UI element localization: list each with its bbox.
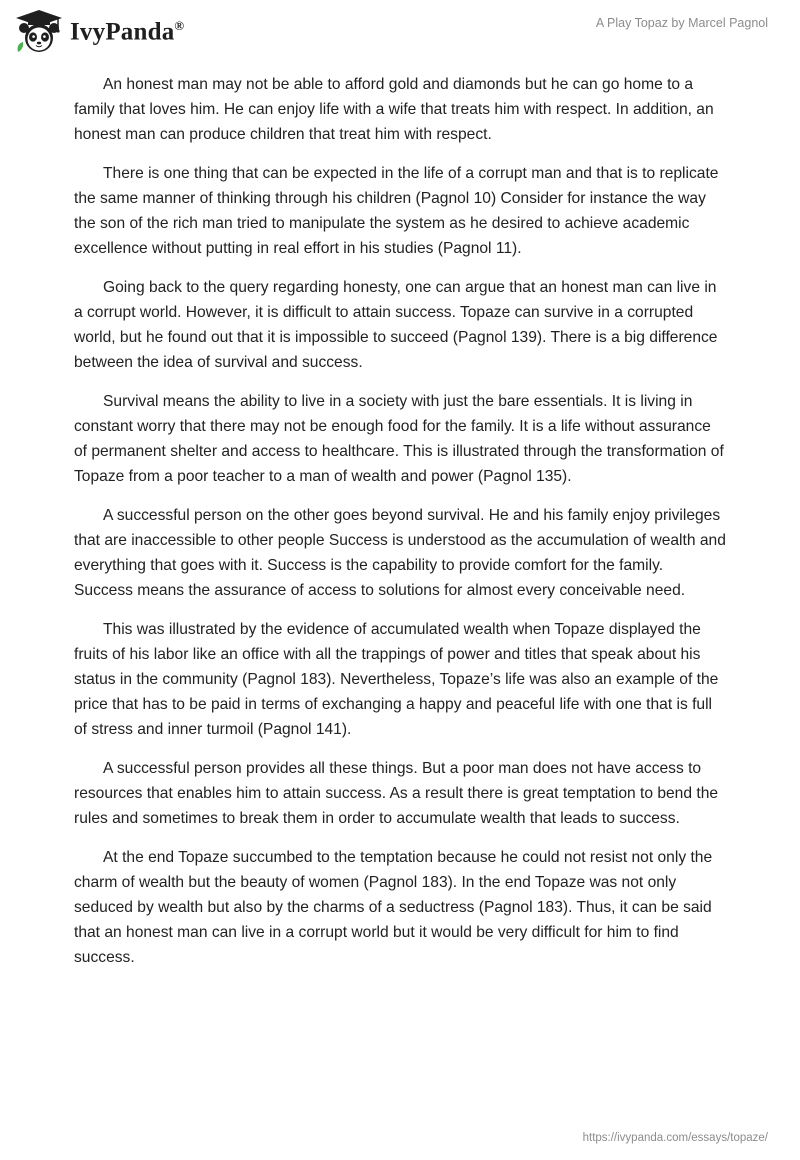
paragraph: At the end Topaze succumbed to the temptation because he could not resist not only the charm of wealth but the beauty of women (Pagnol 183). In the end Topaze was not only seduced by wealth but also by the charms of a seductress (Pagnol 183). Thus, it can be said that an honest man can live in a corrupt world but it would be very difficult for him to find success. (74, 849, 713, 966)
document-title: A Play Topaz by Marcel Pagnol (595, 16, 768, 30)
paragraph: A successful person provides all these things. But a poor man does not have access to resources that enables him to attain success. As a result there is great temptation to bend the rules and sometimes to break them in order to accumulate wealth that leads to success. (74, 760, 719, 827)
paragraph: A successful person on the other goes beyond survival. He and his family enjoy privileges that are inaccessible to other people Success is understood as the accumulation of wealth and everything that goes with it. Success is the capability to provide comfort for the family. Success means the assurance of access to solutions for almost every conceivable need. (74, 507, 726, 599)
ivypanda-logo[interactable] (14, 8, 184, 56)
essay-body (74, 72, 726, 984)
brand-name: IvyPanda® (70, 17, 185, 46)
paragraph: An honest man may not be able to afford gold and diamonds but he can go home to a family that loves him. He can enjoy life with a wife that treats him with respect. In addition, an honest man can produce children that treat him with respect. (74, 76, 714, 143)
page-header (0, 0, 800, 70)
panda-graduate-icon (14, 8, 64, 56)
source-url[interactable]: https://ivypanda.com/essays/topaze/ (582, 1132, 768, 1144)
paragraph: Survival means the ability to live in a society with just the bare essentials. It is living in constant worry that there may not be enough food for the family. It is a life without assurance of permanent shelter and access to healthcare. This is illustrated through the transformation of Topaze from a poor teacher to a man of wealth and power (Pagnol 135). (74, 393, 724, 485)
paragraph: This was illustrated by the evidence of accumulated wealth when Topaze displayed the fruits of his labor like an office with all the trappings of power and titles that speak about his status in the community (Pagnol 183). Nevertheless, Topaze’s life was also an example of the price that has to be paid in terms of exchanging a happy and peaceful life with one that is full of stress and inner turmoil (Pagnol 141). (74, 621, 719, 738)
paragraph: Going back to the query regarding honesty, one can argue that an honest man can live in a corrupt world. However, it is difficult to attain success. Topaze can survive in a corrupted world, but he found out that it is impossible to succeed (Pagnol 139). There is a big difference between the idea of survival and success. (74, 279, 718, 371)
registered-mark: ® (174, 17, 185, 33)
paragraph: There is one thing that can be expected in the life of a corrupt man and that is to replicate the same manner of thinking through his children (Pagnol 10) Consider for instance the way the son of the rich man tried to manipulate the system as he desired to achieve academic excellence without putting in real effort in his studies (Pagnol 11). (74, 165, 719, 257)
